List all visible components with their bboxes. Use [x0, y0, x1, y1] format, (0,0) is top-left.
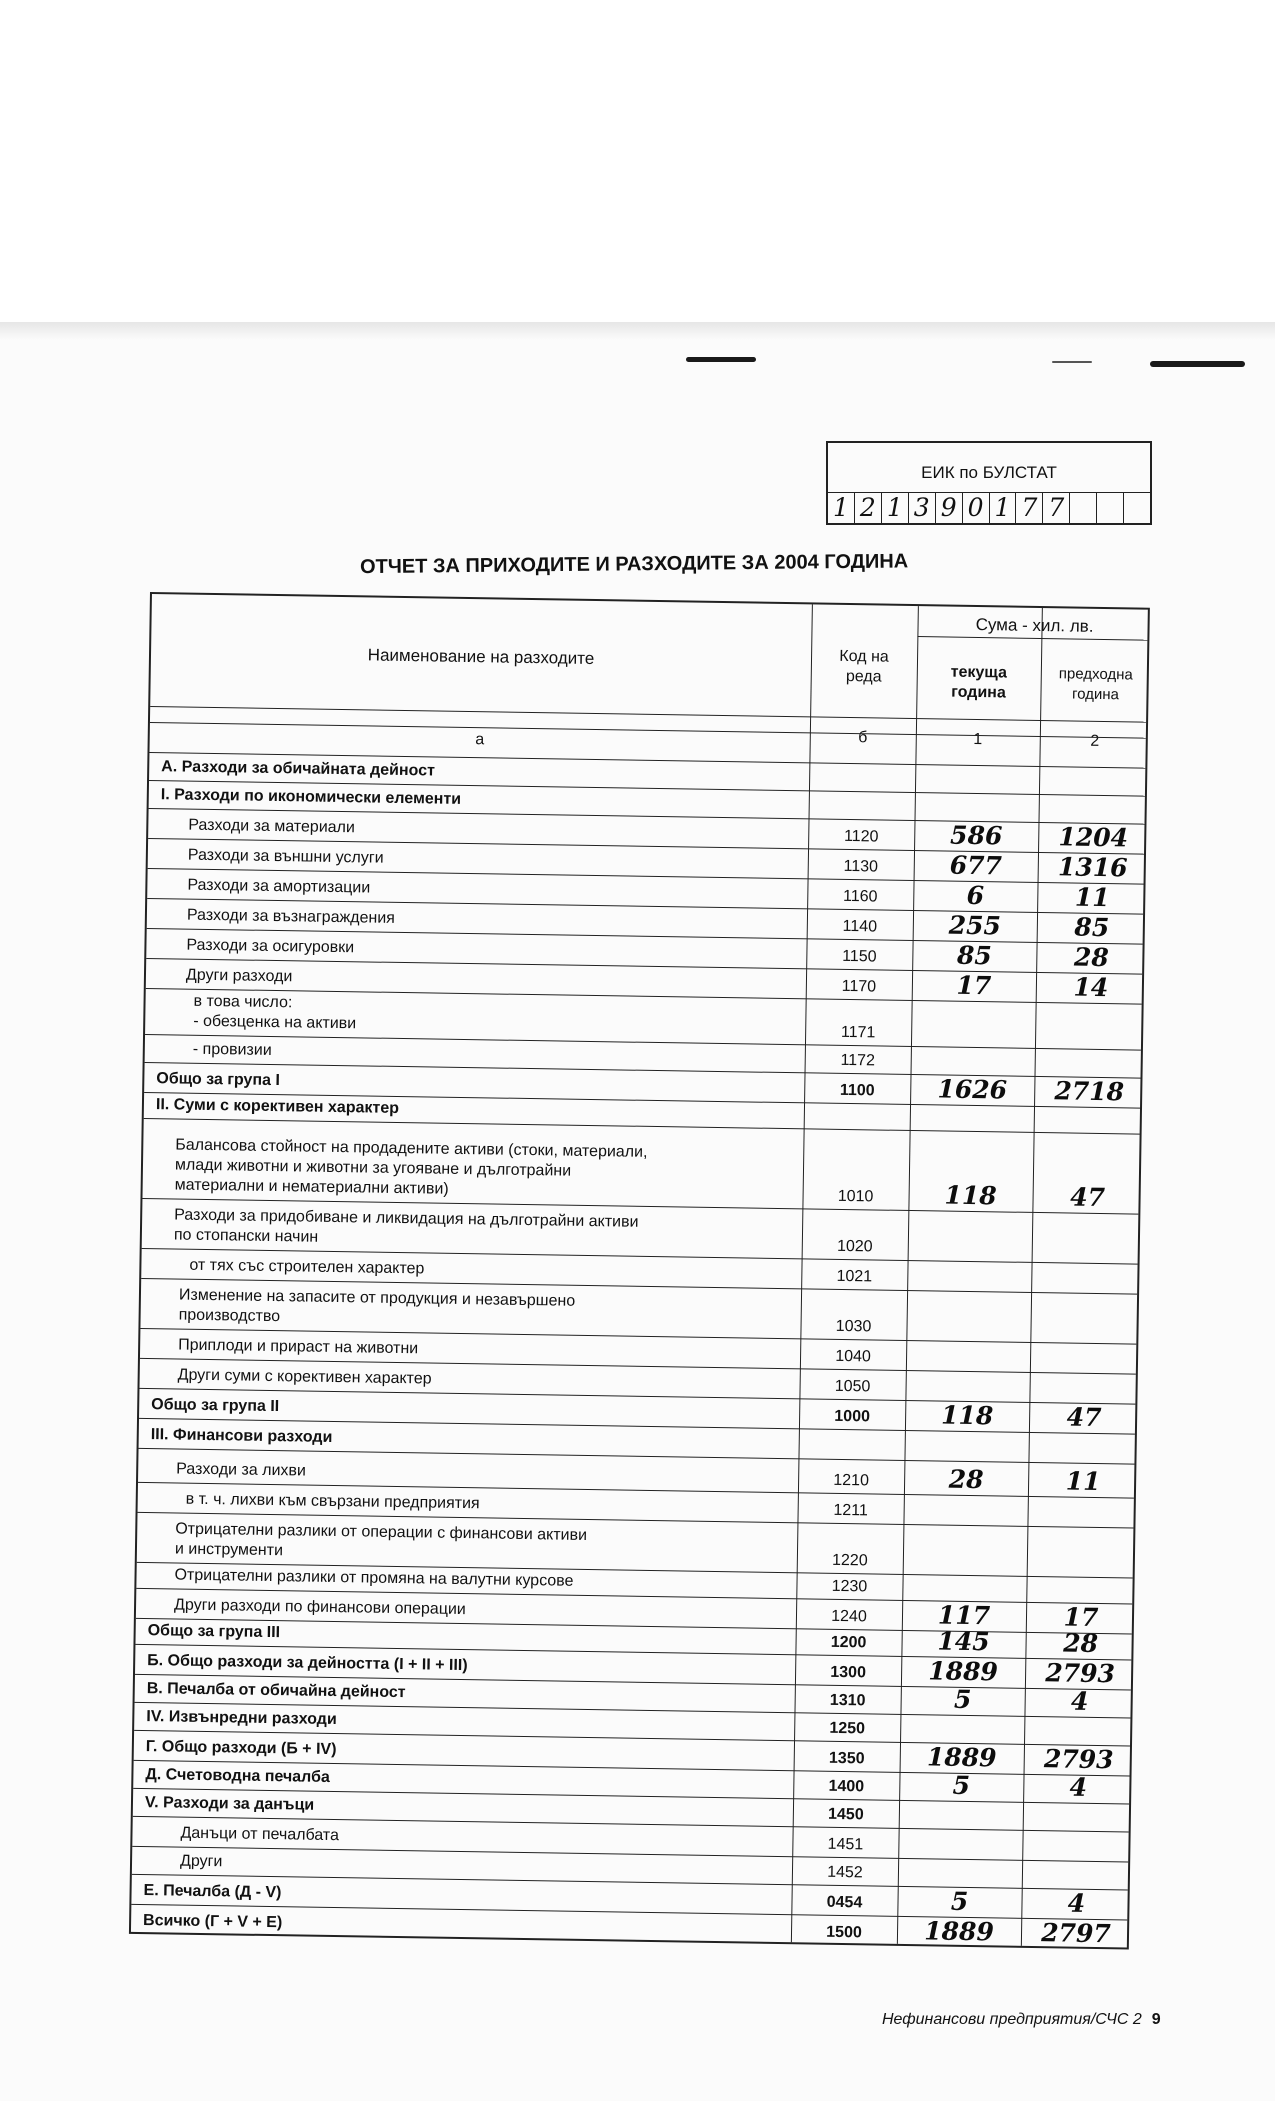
header-code-line: реда: [845, 667, 882, 686]
previous-year-value: 17: [1063, 1602, 1099, 1633]
row-label: [174, 1205, 639, 1252]
row-code: 1010: [837, 1187, 874, 1206]
row-label-line: Разходи за осигуровки: [186, 936, 355, 957]
row-code: 1500: [826, 1923, 862, 1942]
row-label: [178, 1336, 418, 1360]
row-label: [145, 1765, 330, 1788]
row-label-line: Общо за група II: [151, 1396, 280, 1416]
row-code: [809, 787, 915, 789]
header-current-line: година: [951, 683, 1006, 702]
row-label: [187, 906, 395, 929]
previous-year-value: 28: [1073, 942, 1109, 973]
row-label-line: Разходи за амортизации: [187, 876, 371, 897]
index-1: 1: [973, 730, 983, 749]
current-year-value: 255: [948, 910, 1002, 941]
row-code: 1050: [834, 1377, 871, 1396]
row-code: 1160: [842, 887, 878, 906]
row-code: 1150: [842, 947, 877, 966]
row-label: [189, 1256, 424, 1280]
header-code-line: Код на: [839, 647, 889, 666]
previous-year-value: 2718: [1054, 1076, 1125, 1107]
row-code: 1000: [834, 1407, 871, 1426]
header-current-year: [916, 662, 1041, 704]
row-code: 1172: [840, 1051, 876, 1070]
current-year-value: 118: [944, 1180, 997, 1211]
row-label-line: от тях със строителен характер: [189, 1256, 425, 1278]
current-year-value: 677: [949, 850, 1003, 881]
row-label-line: V. Разходи за данъци: [144, 1794, 315, 1814]
row-label-line: III. Финансови разходи: [150, 1426, 333, 1446]
row-code: 1250: [829, 1719, 866, 1738]
row-code: 1200: [830, 1633, 867, 1652]
row-code: [804, 1125, 910, 1127]
row-label-line: II. Суми с корективен характер: [155, 1096, 400, 1117]
row-label-line: Б. Общо разходи за дейността (I + II + III): [147, 1652, 468, 1675]
row-label-line: Други разходи по финансови операции: [173, 1596, 466, 1619]
page-number: 9: [1151, 2011, 1161, 2028]
row-label-line: Други: [179, 1852, 223, 1871]
row-label-line: в това число:: [193, 992, 293, 1012]
row-code: [799, 1455, 905, 1457]
row-label: [186, 966, 293, 988]
previous-year-value: 47: [1069, 1182, 1106, 1213]
previous-year-value: 1316: [1057, 852, 1128, 883]
row-label-line: производство: [178, 1306, 281, 1326]
header-sum: Сума - хил. лв.: [975, 614, 1094, 636]
previous-year-value: 4: [1069, 1772, 1088, 1802]
row-code: 1170: [841, 977, 877, 996]
row-label: [146, 1737, 337, 1760]
row-label: [186, 1490, 480, 1515]
previous-year-value: 4: [1070, 1686, 1089, 1716]
previous-year-value: 1204: [1058, 822, 1129, 853]
row-label-line: Отрицателни разлики от операции с финансови активи: [175, 1520, 588, 1544]
row-label-line: I. Разходи по икономически елементи: [160, 786, 462, 808]
row-label-line: IV. Извънредни разходи: [146, 1708, 337, 1729]
row-code: 1400: [828, 1777, 865, 1796]
row-code: 1452: [827, 1863, 863, 1882]
row-label: [174, 1566, 573, 1592]
page-footer: [882, 2011, 1161, 2029]
row-label: [161, 757, 435, 781]
row-label-line: Всичко (Г + V + Е): [142, 1912, 283, 1932]
row-label-line: Данъци от печалбата: [180, 1824, 340, 1845]
row-label: [151, 1425, 333, 1448]
current-year-value: 145: [937, 1626, 990, 1657]
row-divider: [150, 706, 1146, 723]
row-label-line: Общо за група III: [147, 1622, 281, 1642]
row-code: 1220: [831, 1551, 868, 1570]
row-label-line: Разходи за материали: [188, 816, 356, 837]
row-code: 1310: [829, 1691, 866, 1710]
row-label-line: - провизии: [192, 1040, 272, 1059]
row-label-line: Д. Счетоводна печалба: [145, 1766, 330, 1786]
footer-text: Нефинансови предприятия/СЧС 2: [882, 2011, 1142, 2028]
eik-digit: 9: [935, 493, 962, 523]
current-year-value: 1626: [937, 1074, 1008, 1105]
previous-year-value: 85: [1074, 912, 1110, 943]
scan-mark: [686, 357, 756, 362]
row-label: [193, 992, 357, 1035]
row-label-line: Разходи за възнаграждения: [186, 906, 396, 927]
current-year-value: 1889: [924, 1916, 995, 1947]
document-title: ОТЧЕТ ЗА ПРИХОДИТЕ И РАЗХОДИТЕ ЗА 2004 ГОДИНА: [359, 550, 909, 579]
row-label: [187, 876, 370, 899]
row-label: [188, 846, 384, 869]
eik-digit: [1123, 493, 1150, 523]
row-label-line: материални и нематериални активи): [174, 1176, 449, 1198]
row-code: 1210: [833, 1471, 870, 1490]
row-label-line: Приплоди и прираст на животни: [178, 1336, 419, 1358]
current-year-value: 118: [940, 1400, 994, 1431]
row-label-line: Г. Общо разходи (Б + IV): [145, 1738, 337, 1759]
current-year-value: 6: [966, 880, 985, 911]
eik-digit: 1: [881, 493, 908, 523]
row-code: 1350: [828, 1749, 865, 1768]
header-code: [811, 646, 918, 688]
row-label: [193, 1040, 272, 1061]
row-label: [178, 1286, 575, 1332]
row-label: [175, 1135, 648, 1202]
previous-year-value: 2797: [1041, 1918, 1112, 1949]
row-label-line: Отрицателни разлики от промяна на валутни курсове: [174, 1566, 574, 1590]
eik-digit: 2: [854, 493, 881, 523]
row-code: 1120: [843, 827, 879, 846]
scan-mark: [1150, 361, 1245, 367]
row-label-line: Други разходи: [185, 966, 293, 986]
row-code: 1130: [843, 857, 879, 876]
eik-box: [826, 441, 1152, 525]
row-code: 1100: [839, 1081, 875, 1100]
expenses-table: [129, 592, 1150, 1950]
previous-year-value: 28: [1062, 1628, 1099, 1659]
row-code: [809, 815, 915, 817]
current-year-value: 85: [956, 940, 993, 971]
row-label: [143, 1881, 281, 1903]
row-label-line: Разходи за лихви: [176, 1460, 307, 1480]
row-label: [178, 1366, 432, 1390]
row-label-line: по стопански начин: [173, 1226, 319, 1246]
row-label: [143, 1911, 282, 1933]
row-code: 1240: [831, 1607, 867, 1626]
row-label-line: В. Печалба от обичайна дейност: [146, 1680, 406, 1702]
row-code: 1021: [836, 1267, 873, 1286]
index-a: а: [475, 731, 485, 749]
row-label: [156, 1069, 280, 1091]
header-current-line: текуща: [950, 663, 1008, 682]
row-label-line: Разходи за външни услуги: [187, 846, 384, 867]
previous-year-value: 11: [1074, 882, 1110, 913]
eik-digit: [1069, 493, 1096, 523]
index-2: 2: [1090, 732, 1100, 750]
row-label: [180, 1852, 223, 1873]
row-code: 1450: [827, 1805, 864, 1824]
eik-digit: 7: [1015, 493, 1042, 523]
row-label: [188, 816, 355, 839]
row-code: 1020: [836, 1237, 873, 1256]
header-name: Наименование на разходите: [367, 645, 595, 668]
row-label: [156, 1095, 399, 1119]
row-label-line: Други суми с корективен характер: [177, 1366, 432, 1388]
eik-digit: [1096, 493, 1123, 523]
row-code: 0454: [826, 1893, 863, 1912]
previous-year-value: 11: [1065, 1466, 1101, 1497]
previous-year-value: 14: [1073, 972, 1109, 1003]
eik-digit: 1: [833, 493, 849, 522]
row-label: [147, 1651, 468, 1676]
row-label: [148, 1621, 281, 1643]
previous-year-value: 2793: [1043, 1744, 1114, 1775]
current-year-value: 5: [953, 1684, 972, 1715]
previous-year-value: 47: [1066, 1402, 1102, 1433]
scan-edge: [0, 322, 1275, 340]
row-code: 1140: [842, 917, 878, 936]
row-label: [147, 1679, 406, 1703]
row-label: [180, 1824, 339, 1846]
row-code: 1040: [835, 1347, 872, 1366]
eik-digit: 0: [962, 493, 989, 523]
eik-digit: 1: [989, 493, 1016, 523]
row-label: [175, 1520, 587, 1566]
row-label-line: Балансова стойност на продадените активи (стоки, материали,: [175, 1136, 648, 1161]
row-label-line: Разходи за придобиване и ликвидация на дълготрайни активи: [174, 1206, 639, 1231]
index-b: б: [858, 729, 868, 747]
row-label-line: в т. ч. лихви към свързани предприятия: [185, 1490, 480, 1513]
row-code: 1230: [831, 1577, 868, 1596]
header-previous-line: предходна: [1058, 665, 1133, 684]
current-year-value: 28: [948, 1464, 984, 1495]
row-code: 1030: [835, 1317, 872, 1336]
previous-year-value: 2793: [1045, 1658, 1116, 1689]
row-label: [161, 785, 462, 810]
current-year-value: 17: [956, 970, 992, 1001]
eik-digit: 7: [1042, 493, 1069, 523]
row-label-line: - обезценка на активи: [193, 1012, 357, 1033]
header-previous-line: година: [1071, 685, 1120, 704]
scan-mark: [1052, 361, 1092, 363]
row-label: [176, 1460, 306, 1482]
current-year-value: 5: [952, 1770, 971, 1801]
eik-digits: [828, 492, 1150, 523]
current-year-value: 586: [949, 820, 1003, 851]
row-label-line: Общо за група I: [156, 1070, 280, 1090]
eik-digit: 3: [908, 493, 935, 523]
header-previous-year: [1040, 664, 1151, 706]
current-year-value: 1889: [926, 1742, 997, 1773]
row-label: [151, 1395, 279, 1417]
previous-year-value: 4: [1067, 1888, 1086, 1918]
row-code: 1451: [827, 1835, 864, 1854]
row-label: [146, 1707, 337, 1730]
row-label: [186, 936, 354, 959]
row-label-line: и инструменти: [174, 1540, 284, 1560]
current-year-value: 5: [950, 1886, 969, 1917]
row-label-line: млади животни и животни за угояване и дълготрайни: [174, 1156, 572, 1180]
current-year-value: 1889: [928, 1656, 999, 1687]
row-label: [145, 1793, 315, 1816]
current-year-value: 117: [937, 1600, 991, 1631]
row-label-line: А. Разходи за обичайната дейност: [161, 758, 436, 780]
row-label: [174, 1596, 466, 1621]
row-label-line: Е. Печалба (Д - V): [143, 1882, 282, 1902]
eik-label: ЕИК по БУЛСТАТ: [921, 463, 1057, 482]
row-code: 1211: [833, 1501, 868, 1520]
row-code: 1171: [840, 1023, 876, 1042]
row-code: 1300: [830, 1663, 867, 1682]
row-label-line: Изменение на запасите от продукция и незавършено: [178, 1286, 576, 1310]
